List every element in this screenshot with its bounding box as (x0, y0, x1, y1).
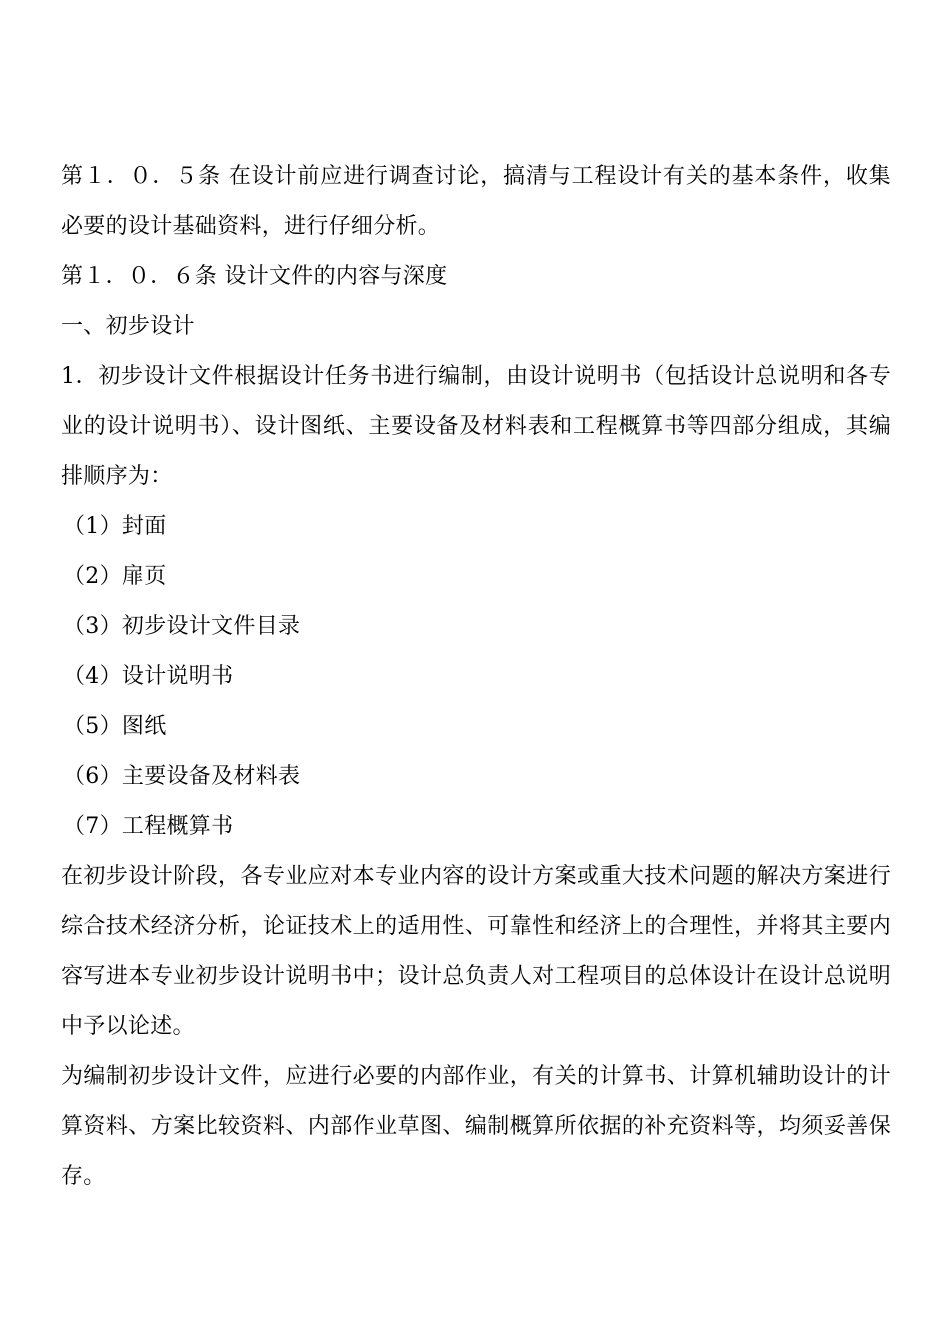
list-item-equipment-materials-table: （6）主要设备及材料表 (63, 764, 301, 789)
list-item-drawings: （5）图纸 (63, 714, 167, 739)
list-item-title-page: （2）扉页 (63, 564, 167, 589)
list-item-table-of-contents: （3）初步设计文件目录 (63, 614, 301, 639)
preliminary-design-stage-paragraph: 在初步设计阶段，各专业应对本专业内容的设计方案或重大技术问题的解决方案进行综合技术经济分析，论证技术上的适用性、可靠性和经济上的合理性，并将其主要内容写进本专业初步设计说明书中；设计总负责人对工程项目的总体设计在设计总说明中予以论述。 (61, 864, 891, 1039)
list-item-cover: （1）封面 (63, 514, 167, 539)
clause-1-0-6-heading: 第１．０．６条 设计文件的内容与深度 (61, 264, 448, 289)
list-item-cost-estimate: （7）工程概算书 (63, 814, 234, 839)
clause-1-0-5-paragraph: 第１．０．５条 在设计前应进行调查讨论，搞清与工程设计有关的基本条件，收集必要的设计基础资料，进行仔细分析。 (61, 164, 891, 239)
internal-work-paragraph: 为编制初步设计文件，应进行必要的内部作业，有关的计算书、计算机辅助设计的计算资料、方案比较资料、内部作业草图、编制概算所依据的补充资料等，均须妥善保存。 (61, 1064, 891, 1189)
section-preliminary-design-heading: 一、初步设计 (61, 314, 195, 339)
document-body (61, 152, 891, 1202)
list-item-design-specification: （4）设计说明书 (63, 664, 234, 689)
preliminary-design-composition-paragraph: 1．初步设计文件根据设计任务书进行编制，由设计说明书（包括设计总说明和各专业的设计说明书）、设计图纸、主要设备及材料表和工程概算书等四部分组成，其编排顺序为： (61, 364, 891, 489)
